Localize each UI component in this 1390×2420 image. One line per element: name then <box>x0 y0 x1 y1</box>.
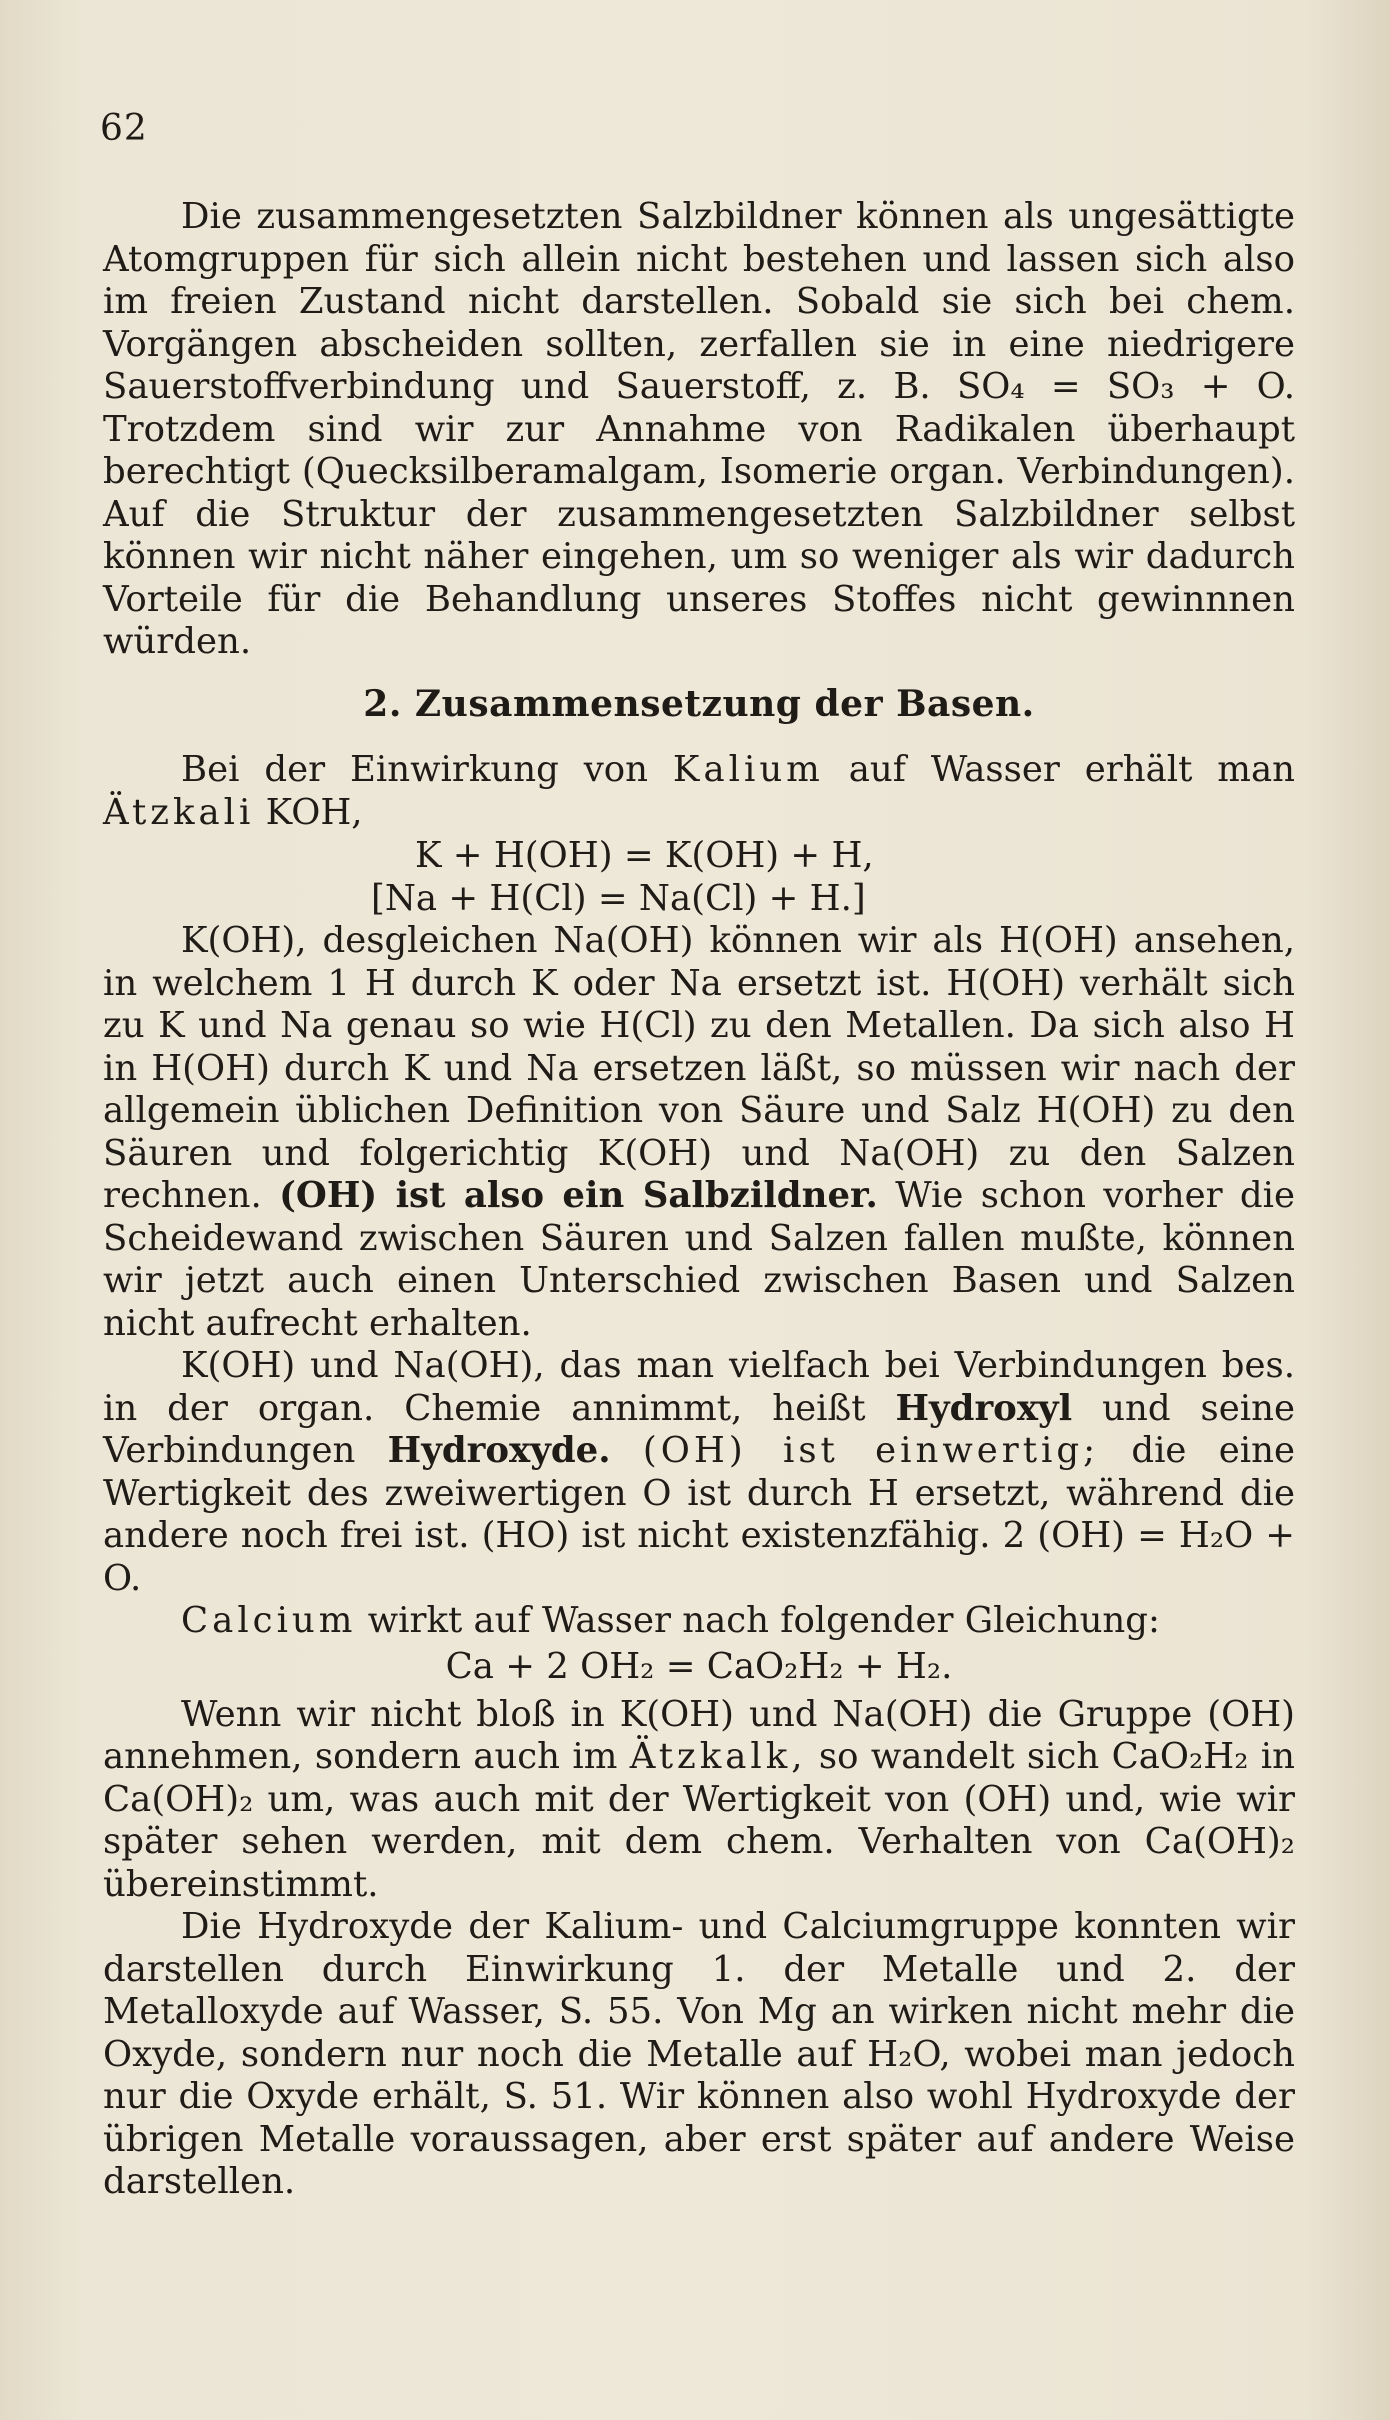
paragraph-salzbildner: Die zusammengesetzten Salzbildner können als ungesättigte Atomgruppen für sich allein nicht bestehen und lassen sich also im freien Zustand nicht darstellen. Sobald sie sich bei chem. Vorgängen abscheiden sollten, zerfallen sie in eine niedrigere Sauerstoffverbindung und Sauerstoff, z. B. SO₄ = SO₃ + O. Trotzdem sind wir zur Annahme von Radikalen überhaupt berechtigt (Quecksilberamalgam, Isomerie organ. Verbindungen). Auf die Struktur der zusammengesetzten Salzbildner selbst können wir nicht näher eingehen, um so weniger als wir dadurch Vorteile für die Behandlung unseres Stoffes nicht gewinnnen würden. <box>103 196 1295 662</box>
emphasis-einwertig: (OH) ist einwertig; <box>642 1430 1100 1471</box>
equation-kalium: K + H(OH) = K(OH) + H, <box>415 835 874 876</box>
text-span: wirkt auf Wasser nach folgender Gleichung: <box>367 1600 1160 1641</box>
paragraph-hydroxyde-darstellung: Die Hydroxyde der Kalium- und Calciumgruppe konnten wir darstellen durch Einwirkung 1. der Metalle und 2. der Metalloxyde auf Wasser, S. 55. Von Mg an wirken nicht mehr die Oxyde, sondern nur noch die Metalle auf H₂O, wobei man jedoch nur die Oxyde erhält, S. 51. Wir können also wohl Hydroxyde der übrigen Metalle voraussagen, aber erst später auf andere Weise darstellen. <box>103 1906 1295 2202</box>
emphasis-salzbildner: (OH) ist also ein Salbzildner. <box>279 1175 878 1216</box>
equation-calcium: Ca + 2 OH₂ = CaO₂H₂ + H₂. <box>445 1645 953 1687</box>
term-aetzkalk: Ätzkalk, <box>629 1736 807 1777</box>
paragraph-hoh <box>103 920 1295 1345</box>
term-calcium: Calcium <box>181 1600 357 1641</box>
page-body <box>103 196 1295 2204</box>
text-span: KOH, <box>265 791 363 833</box>
paragraph-calcium <box>103 1600 1295 1643</box>
paragraph-kalium <box>103 749 1295 834</box>
text-span: die eine Wertigkeit des zweiwertigen O ist durch H ersetzt, während die andere noch frei ist. (HO) ist nicht existenzfähig. 2 (OH) = H₂O + O. <box>103 1430 1295 1599</box>
text-span: und seine Verbindungen <box>103 1387 1295 1471</box>
text-span: Bei der Einwirkung von <box>181 749 648 790</box>
page-number: 62 <box>100 108 148 149</box>
term-aetzkali: Ätzkali <box>103 791 255 833</box>
term-hydroxyde: Hydroxyde. <box>387 1430 611 1471</box>
text-span: auf Wasser erhält man <box>848 749 1295 790</box>
text-span: Wie schon vorher die Scheidewand zwischen Säuren und Salzen fallen mußte, können wir jetzt auch einen Unterschied zwischen Basen und Salzen nicht aufrecht erhalten. <box>103 1175 1295 1344</box>
paragraph-aetzkalk <box>103 1694 1295 1907</box>
section-heading: 2. Zusammensetzung der Basen. <box>363 682 1035 725</box>
text-span: so wandelt sich CaO₂H₂ in Ca(OH)₂ um, was auch mit der Wertigkeit von (OH) und, wie wir später sehen werden, mit dem chem. Verhalten von Ca(OH)₂ übereinstimmt. <box>103 1736 1295 1905</box>
text-span: K(OH) und Na(OH), das man vielfach bei Verbindungen bes. in der organ. Chemie annimmt, heißt <box>103 1345 1295 1429</box>
text-span: K(OH), desgleichen Na(OH) können wir als H(OH) ansehen, in welchem 1 H durch K oder Na ersetzt ist. H(OH) verhält sich zu K und Na genau so wie H(Cl) zu den Metallen. Da sich also H in H(OH) durch K und Na ersetzen läßt, so müssen wir nach der allgemein üblichen Definition von Säure und Salz H(OH) zu den Säuren und folgerichtig K(OH) und Na(OH) zu den Salzen rechnen. <box>103 920 1295 1216</box>
paragraph-hydroxyl <box>103 1345 1295 1600</box>
term-kalium: Kalium <box>672 749 824 790</box>
text-span: Wenn wir nicht bloß in K(OH) und Na(OH) die Gruppe (OH) annehmen, sondern auch im <box>103 1693 1295 1777</box>
equation-natrium: [Na + H(Cl) = Na(Cl) + H.] <box>371 878 866 919</box>
term-hydroxyl: Hydroxyl <box>895 1387 1073 1429</box>
